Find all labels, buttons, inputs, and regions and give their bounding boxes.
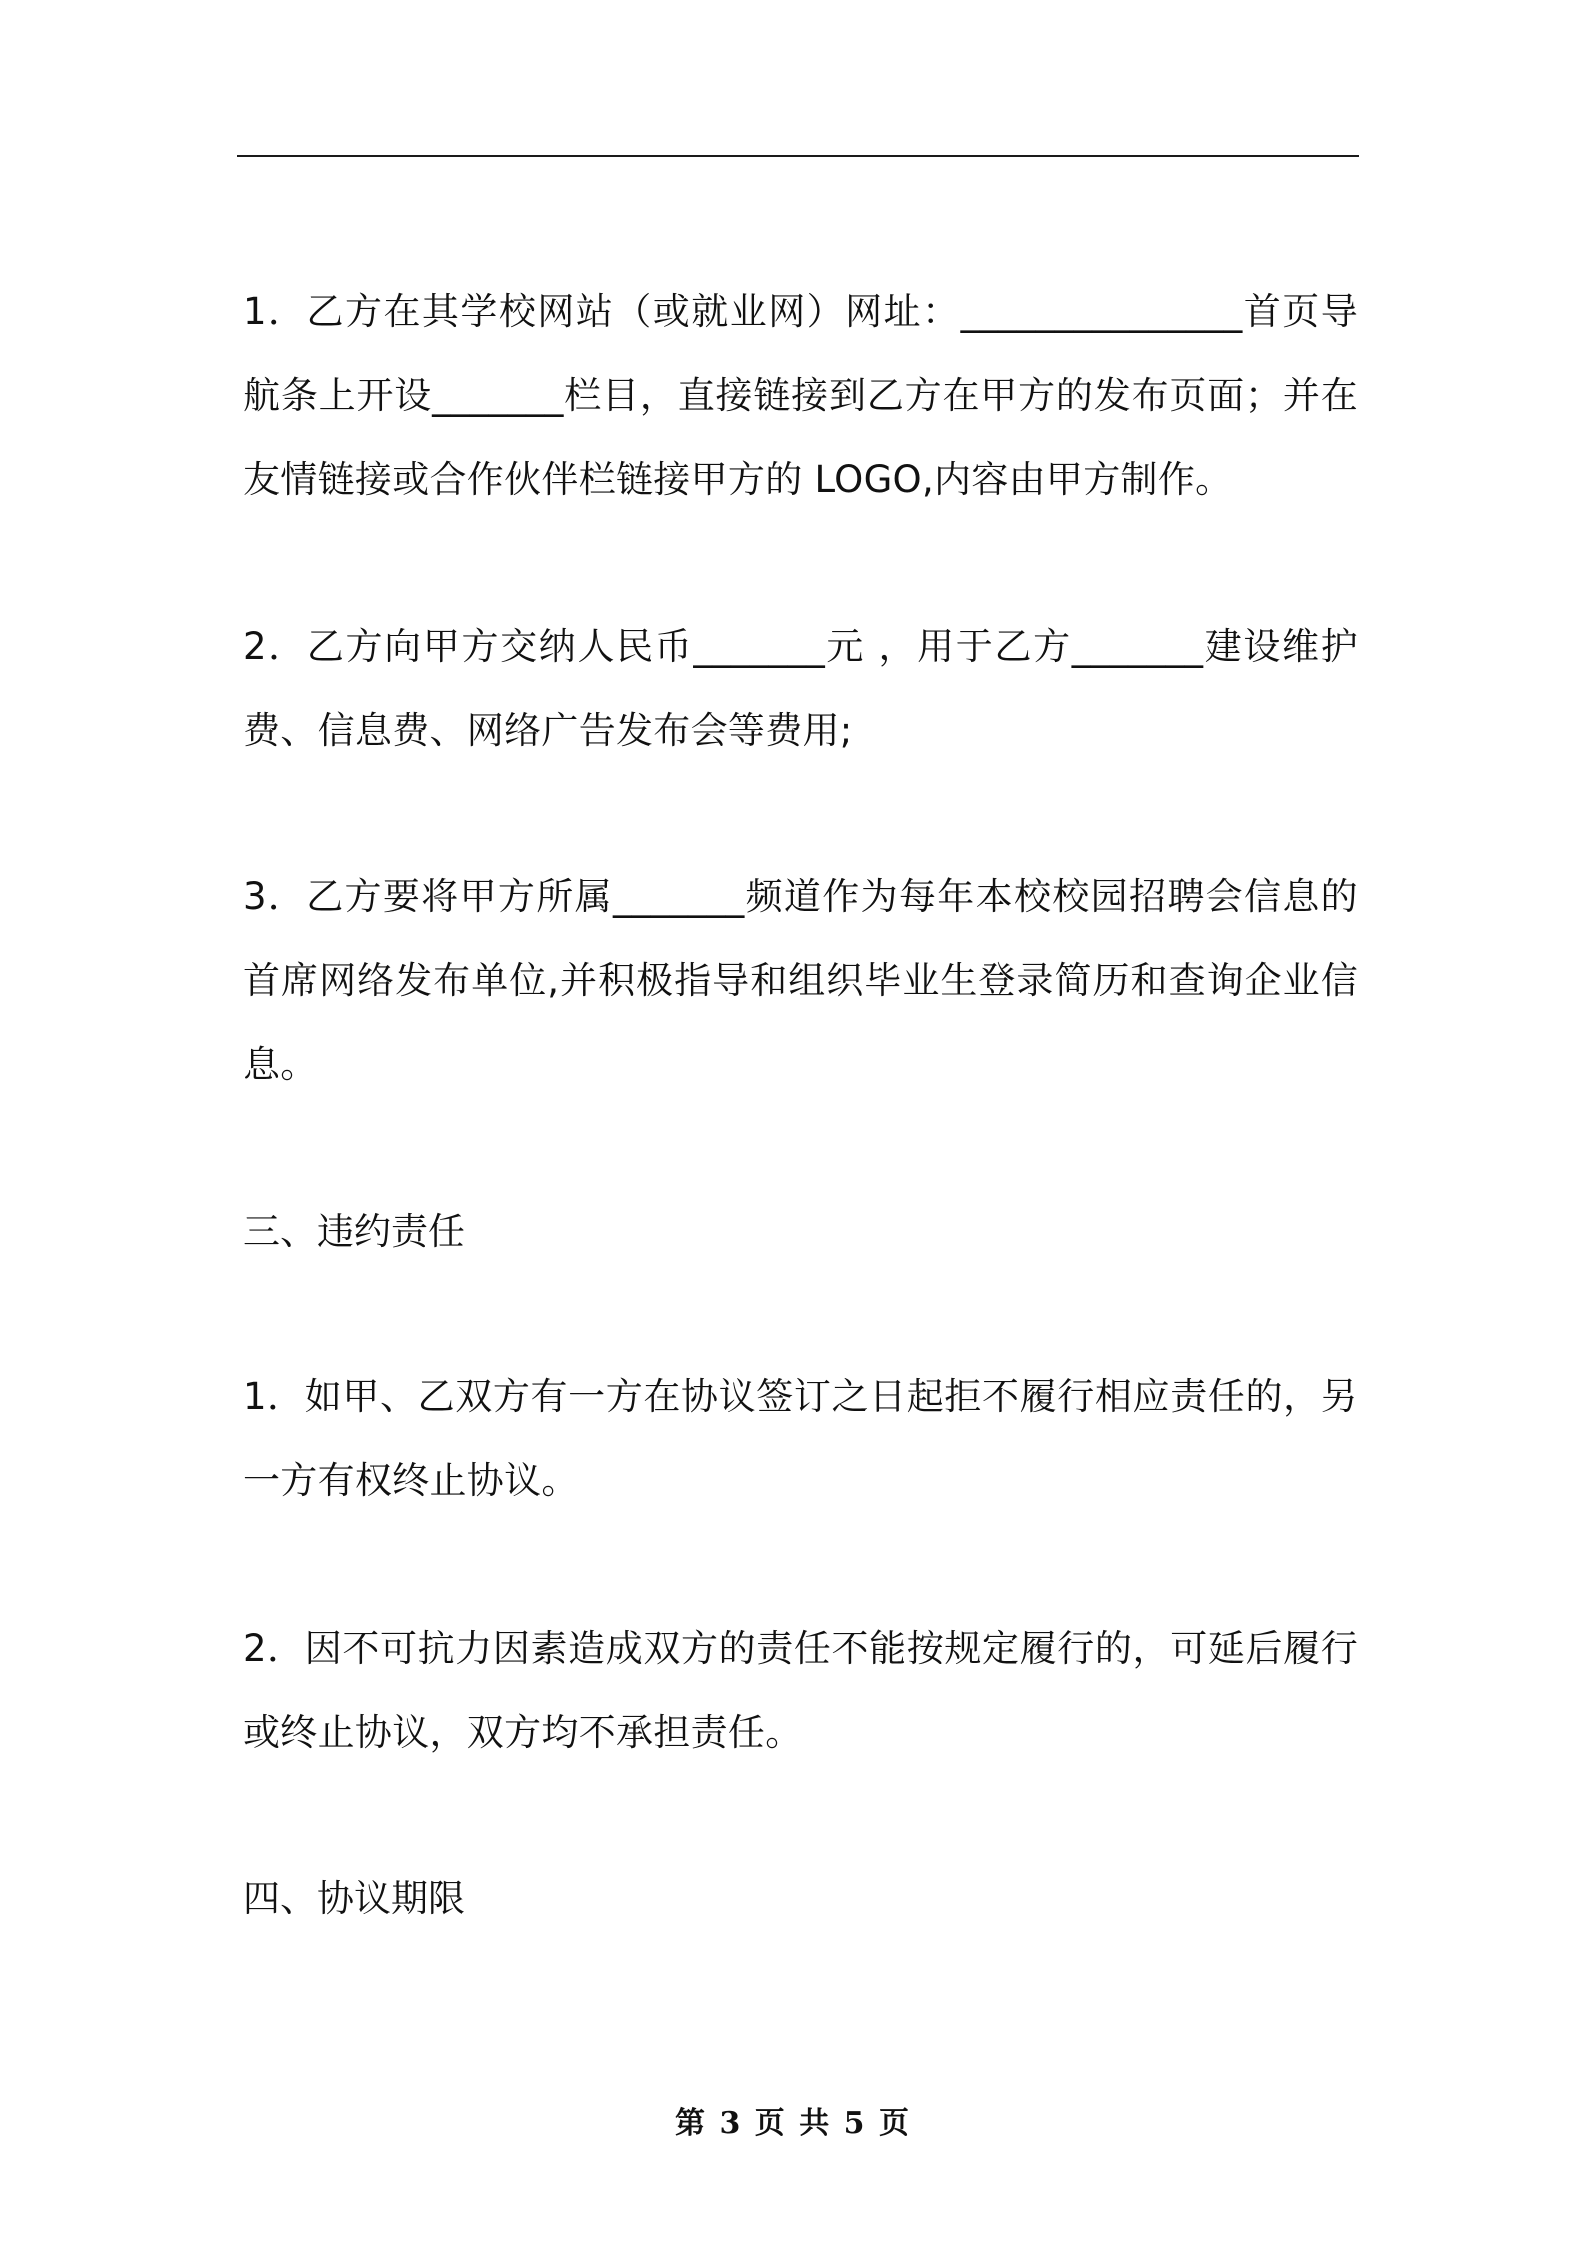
clause-2-fees: 2．乙方向甲方交纳人民币_______元 ，用于乙方_______建设维护费、信息费、网络广告发布会等费用;	[243, 625, 1358, 752]
clause-1-website-link: 1．乙方在其学校网站（或就业网）网址：_______________首页导航条上开设_______栏目，直接链接到乙方在甲方的发布页面；并在友情链接或合作伙伴栏链接甲方的 LOGO,内容由甲方制作。	[243, 290, 1358, 501]
page-number-footer: 第 3 页 共 5 页	[675, 2106, 911, 2141]
breach-clause-2: 2．因不可抗力因素造成双方的责任不能按规定履行的，可延后履行或终止协议，双方均不承担责任。	[243, 1627, 1358, 1754]
section-heading-term: 四、协议期限	[243, 1877, 465, 1920]
section-heading-breach: 三、违约责任	[243, 1210, 465, 1253]
clause-3-publishing: 3．乙方要将甲方所属_______频道作为每年本校校园招聘会信息的首席网络发布单位,并积极指导和组织毕业生登录简历和查询企业信息。	[243, 875, 1358, 1086]
header-rule	[237, 155, 1359, 157]
breach-clause-1: 1．如甲、乙双方有一方在协议签订之日起拒不履行相应责任的，另一方有权终止协议。	[243, 1375, 1358, 1502]
